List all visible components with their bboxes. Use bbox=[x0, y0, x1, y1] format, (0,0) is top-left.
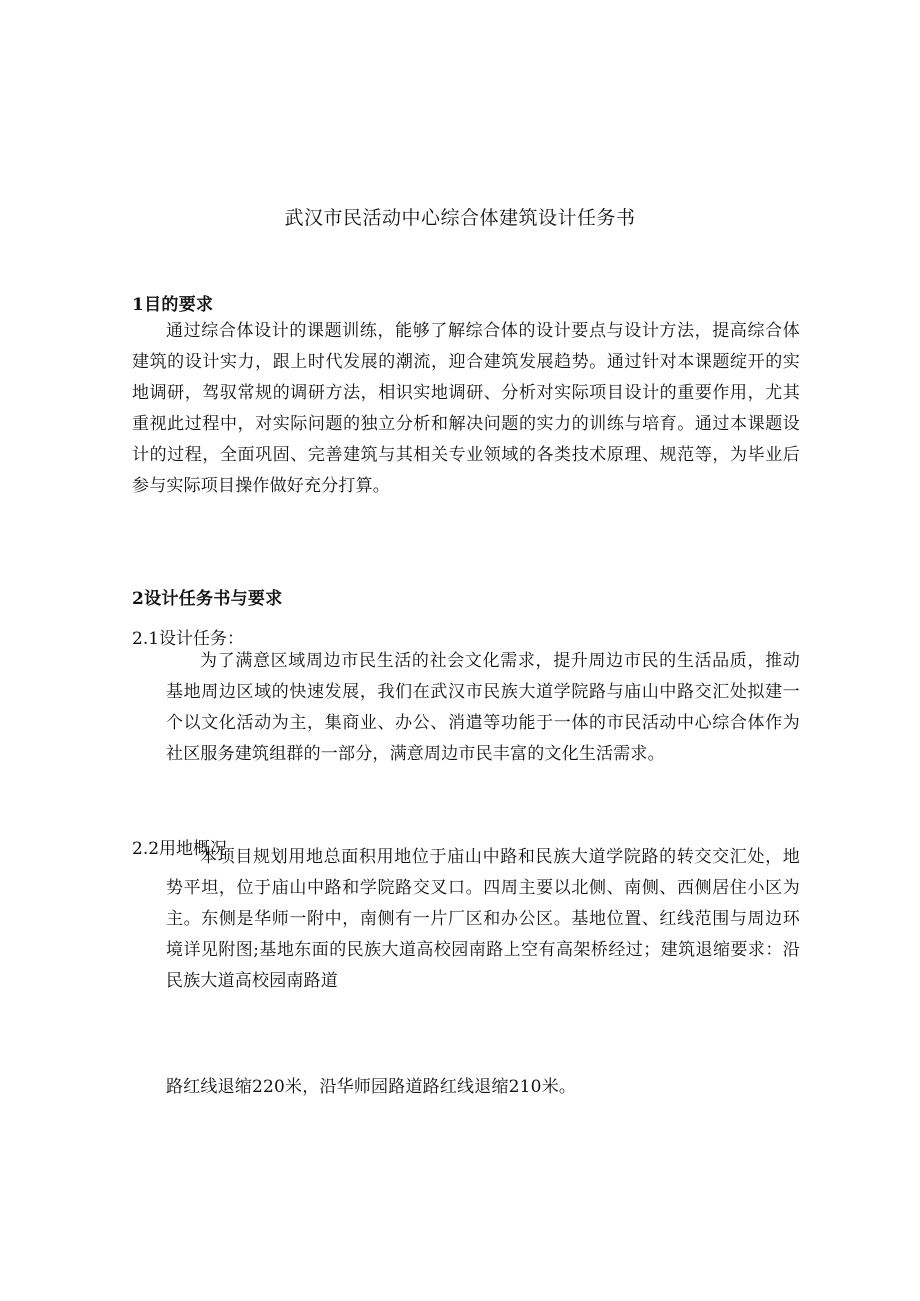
section-2-heading: 2设计任务书与要求 bbox=[132, 589, 283, 609]
subsection-2-1-body: 为了满意区域周边市民生活的社会文化需求，提升周边市民的生活品质，推动基地周边区域的快速发展，我们在武汉市民族大道学院路与庙山中路交汇处拟建一个以文化活动为主，集商业、办公、消遣等功能于一体的市民活动中心综合体作为社区服务建筑组群的一部分，满意周边市民丰富的文化生活需求。 bbox=[166, 651, 800, 764]
subsection-2-2-heading: 2.2用地概况 bbox=[132, 839, 228, 859]
section-1-body: 通过综合体设计的课题训练，能够了解综合体的设计要点与设计方法，提高综合体建筑的设计实力，跟上时代发展的潮流，迎合建筑发展趋势。通过针对本课题绽开的实地调研，驾驭常规的调研方法，相识实地调研、分析对实际项目设计的重要作用，尤其重视此过程中，对实际问题的独立分析和解决问题的实力的训练与培育。通过本课题设计的过程，全面巩固、完善建筑与其相关专业领域的各类技术原理、规范等，为毕业后参与实际项目操作做好充分打算。 bbox=[132, 321, 800, 496]
section-1-heading: 1目的要求 bbox=[132, 295, 214, 315]
subsection-2-2-body: 本项目规划用地总面积用地位于庙山中路和民族大道学院路的转交交汇处，地势平坦，位于庙山中路和学院路交叉口。四周主要以北侧、南侧、西侧居住小区为主。东侧是华师一附中，南侧有一片厂区和办公区。基地位置、红线范围与周边环境详见附图;基地东面的民族大道高校园南路上空有高架桥经过；建筑退缩要求：沿民族大道高校园南路道 bbox=[166, 847, 800, 991]
subsection-2-1-heading: 2.1设计任务： bbox=[132, 629, 245, 649]
subsection-2-2-continuation: 路红线退缩220米，沿华师园路道路红线退缩210米。 bbox=[166, 1077, 577, 1097]
document-title: 武汉市民活动中心综合体建筑设计任务书 bbox=[284, 207, 636, 229]
